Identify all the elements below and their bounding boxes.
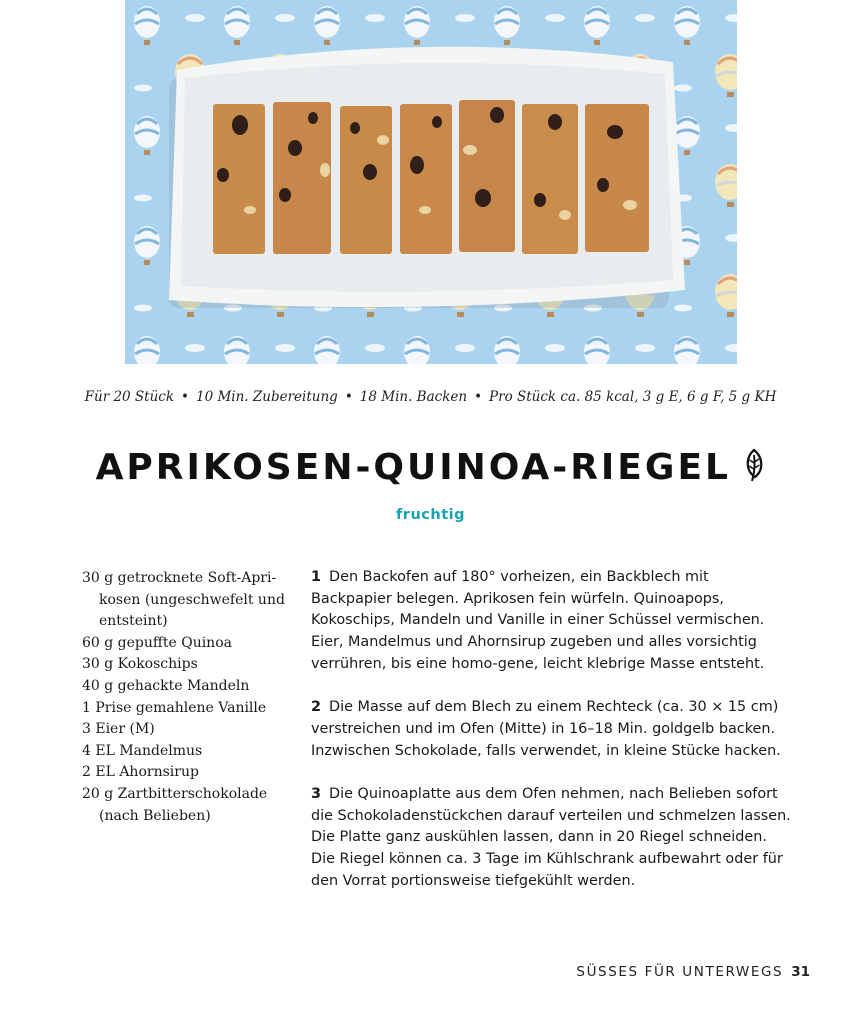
step-number: 1 xyxy=(311,569,322,585)
prep-time: 10 Min. Zubereitung xyxy=(196,389,338,405)
step-number: 3 xyxy=(311,786,322,802)
servings: Für 20 Stück xyxy=(84,389,175,405)
step-text: Den Backofen auf 180° vorheizen, ein Backblech mit Backpapier belegen. Aprikosen fein würfeln. Quinoapops, Kokoschips, Mandeln und Vanille in einer Schüssel vermischen. Eier, Mandelmus und Ahornsirup zugeben und alles vorsichtig verrühren, bis eine homo-gene, leicht klebrige Masse entsteht. xyxy=(311,569,765,672)
separator: • xyxy=(474,389,483,405)
leaf-icon xyxy=(743,448,765,487)
section-name: SÜSSES FÜR UNTERWEGS xyxy=(576,964,784,980)
step-text: Die Quinoaplatte aus dem Ofen nehmen, nach Belieben sofort die Schokoladenstückchen darauf verteilen und schmelzen lassen. Die Platte ganz auskühlen lassen, dann in 20 Riegel schneiden. Die Riegel können ca. 3 Tage im Kühlschrank aufbewahrt oder für den Vorrat portionsweise tiefgekühlt werden. xyxy=(311,786,791,889)
separator: • xyxy=(344,389,353,405)
ingredient-item: 4 EL Mandelmus xyxy=(82,742,203,759)
page-footer xyxy=(576,964,810,980)
title-row xyxy=(0,447,841,488)
bake-time: 18 Min. Backen xyxy=(359,389,468,405)
nutrition: Pro Stück ca. 85 kcal, 3 g E, 6 g F, 5 g KH xyxy=(489,389,777,405)
food-photo-icon xyxy=(125,0,737,364)
separator: • xyxy=(181,389,189,405)
recipe-photo xyxy=(125,0,737,364)
step xyxy=(311,567,791,676)
recipe-subtitle: fruchtig xyxy=(396,507,465,523)
recipe-title: APRIKOSEN-QUINOA-RIEGEL xyxy=(95,447,731,488)
recipe-meta xyxy=(0,389,841,405)
ingredient-item: 60 g gepuffte Quinoa xyxy=(82,634,232,651)
ingredient-list xyxy=(82,568,287,827)
ingredient-item: 1 Prise gemahlene Vanille xyxy=(82,699,267,716)
page-number: 31 xyxy=(791,964,810,980)
step-number: 2 xyxy=(311,699,322,716)
ingredient-item: 20 g Zartbitterschokolade (nach Belieben) xyxy=(82,785,268,824)
ingredient-item: 30 g Kokoschips xyxy=(82,656,198,673)
step xyxy=(311,784,791,893)
step-text: Die Masse auf dem Blech zu einem Rechteck (ca. 30 × 15 cm) verstreichen und im Ofen (Mitte) in 16–18 Min. goldgelb backen. Inzwischen Schokolade, falls verwendet, in kleine Stücke hacken. xyxy=(311,699,781,759)
ingredient-item: 2 EL Ahornsirup xyxy=(82,764,199,781)
ingredient-item: 30 g getrocknete Soft-Apri-kosen (ungeschwefelt und entsteint) xyxy=(82,570,285,630)
ingredient-item: 40 g gehackte Mandeln xyxy=(82,677,250,694)
step xyxy=(311,697,791,762)
instructions xyxy=(311,567,791,914)
ingredient-item: 3 Eier (M) xyxy=(82,721,155,738)
